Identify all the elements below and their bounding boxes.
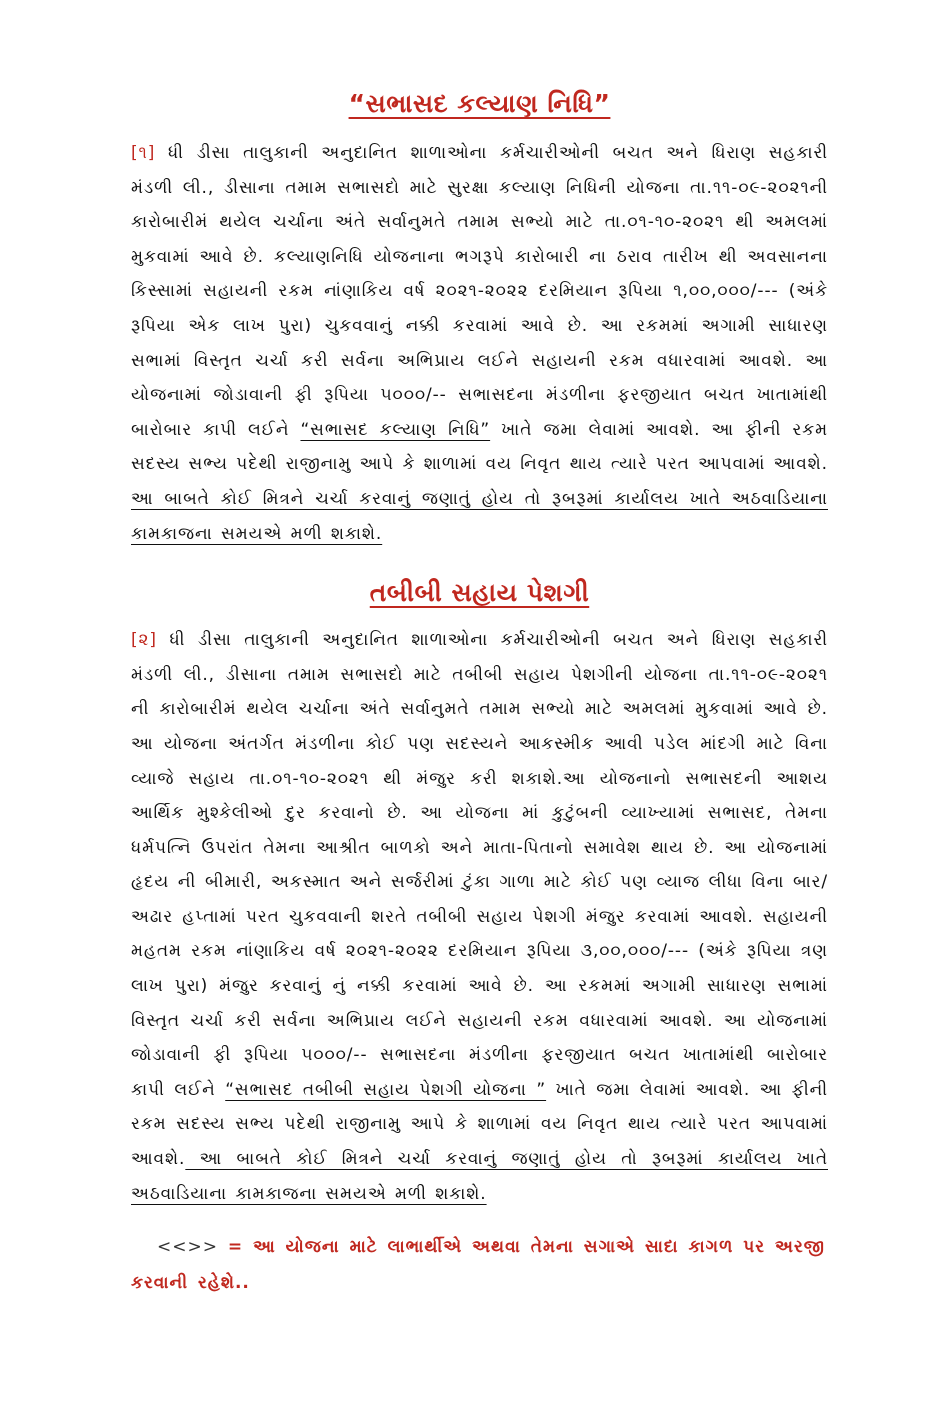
section-1-contact-note: આ બાબતે કોઈ મિત્રને ચર્ચા કરવાનું જણાતું હોય તો રૂબરૂમાં કાર્યાલય ખાતે અઠવાડિયાના કામકાજના સમયએ મળી શકાશે. xyxy=(131,488,828,544)
note-symbol: <<>> xyxy=(157,1237,218,1258)
section-2-title: તબીબી સહાય પેશગી xyxy=(369,578,590,608)
section-2-paragraph xyxy=(131,623,828,1211)
section-2-body-end: ખાતે જમા લેવામાં આવશે. આ ફીની રકમ સદસ્ય સભ્ય પદેથી રાજીનામુ આપે કે શાળામાં વય નિવૃત થાય ત્યારે પરત આપવામાં આવશે. xyxy=(131,1079,829,1170)
note-text: = આ યોજના માટે લાભાર્થીએ અથવા તેમના સગાએ સાદા કાગળ પર અરજી કરવાની રહેશે.. xyxy=(131,1237,825,1294)
section-2-contact-note: આ બાબતે કોઈ મિત્રને ચર્ચા કરવાનું જણાતું હોય તો રૂબરૂમાં કાર્યાલય ખાતે અઠવાડિયાના કામકાજના સમયએ મળી શકાશે. xyxy=(131,1149,828,1204)
section-1-number: [૧] xyxy=(131,143,156,163)
application-note xyxy=(131,1229,828,1301)
section-1-body-end: ખાતે જમા લેવામાં આવશે. આ ફીની રકમ સદસ્ય સભ્ય પદેથી રાજીનામુ આપે કે શાળામાં વય નિવૃત થાય ત્યારે પરત આપવામાં આવશે. xyxy=(131,419,828,475)
section-1-paragraph xyxy=(131,136,828,551)
section-1-fund-name: “સભાસદ કલ્યાણ નિધિ” xyxy=(300,419,491,440)
section-2-fund-name: “સભાસદ તબીબી સહાય પેશગી યોજના ” xyxy=(225,1079,547,1100)
section-2-body: ધી ડીસા તાલુકાની અનુદાનિત શાળાઓના કર્મચારીઓની બચત અને ધિરાણ સહકારી મંડળી લી., ડીસાના તમામ સભાસદો માટે તબીબી સહાય પેશગીની યોજના તા.૧૧-૦૯-૨૦૨૧ ની કારોબારીમં થયેલ ચર્ચાના અંતે સર્વાનુમતે તમામ સભ્યો માટે અમલમાં મુકવામાં આવે છે. આ યોજના અંતર્ગત મંડળીના કોઈ પણ સદસ્યને આકસ્મીક આવી પડેલ માંદગી માટે વિના વ્યાજે સહાય તા.૦૧-૧૦-૨૦૨૧ થી મંજુર કરી શકાશે.આ યોજનાનો સભાસદની આશય આર્થિક મુશ્કેલીઓ દુર કરવાનો છે. આ યોજના માં કુટુંબની વ્યાખ્યામાં સભાસદ, તેમના ધર્મપત્નિ ઉપરાંત તેમના આશ્રીત બાળકો અને માતા-પિતાનો સમાવેશ થાય છે. આ યોજનામાં હૃદય ની બીમારી, અકસ્માત અને સર્જરીમાં ટુંકા ગાળા માટે કોઈ પણ વ્યાજ લીધા વિના બાર/અઢાર હપ્તામાં પરત ચુકવવાની શરતે તબીબી સહાય પેશગી મંજુર કરવામાં આવશે. સહાયની મહતમ રકમ નાંણાકિય વર્ષ ૨૦૨૧-૨૦૨૨ દરમિયાન રૂપિયા ૩,૦૦,૦૦૦/--- (અંકે રૂપિયા ત્રણ લાખ પુરા) મંજુર કરવાનું નું નક્કી કરવામાં આવે છે. આ રકમમાં અગામી સાધારણ સભામાં વિસ્તૃત ચર્ચા કરી સર્વના અભિપ્રાય લઈને સહાયની રકમ વધારવામાં આવશે. આ યોજનામાં જોડાવાની ફી રૂપિયા ૫૦૦૦/-- સભાસદના મંડળીના ફરજીયાત બચત ખાતામાંથી બારોબાર કાપી લઈને xyxy=(131,630,828,1100)
section-1-title: “સભાસદ કલ્યાણ નિધિ” xyxy=(348,89,611,118)
section-1-body: ધી ડીસા તાલુકાની અનુદાનિત શાળાઓના કર્મચારીઓની બચત અને ધિરાણ સહકારી મંડળી લી., ડીસાના તમામ સભાસદો માટે સુરક્ષા કલ્યાણ નિધિની યોજના તા.૧૧-૦૯-૨૦૨૧ની કારોબારીમં થયેલ ચર્ચાના અંતે સર્વાનુમતે તમામ સભ્યો માટે તા.૦૧-૧૦-૨૦૨૧ થી અમલમાં મુકવામાં આવે છે. કલ્યાણનિધિ યોજનાના ભગરૂપે કારોબારી ના ઠરાવ તારીખ થી અવસાનના કિસ્સામાં સહાયની રકમ નાંણાકિય વર્ષ ૨૦૨૧-૨૦૨૨ દરમિયાન રૂપિયા ૧,૦૦,૦૦૦/--- (અંકે રૂપિયા એક લાખ પુરા) ચુકવવાનું નક્કી કરવામાં આવે છે. આ રકમમાં અગામી સાધારણ સભામાં વિસ્તૃત ચર્ચા કરી સર્વના અભિપ્રાય લઈને સહાયની રકમ વધારવામાં આવશે. આ યોજનામાં જોડાવાની ફી રૂપિયા ૫૦૦૦/-- સભાસદના મંડળીના ફરજીયાત બચત ખાતામાંથી બારોબાર કાપી લઈને xyxy=(131,143,828,440)
section-2-number: [૨] xyxy=(131,630,157,651)
